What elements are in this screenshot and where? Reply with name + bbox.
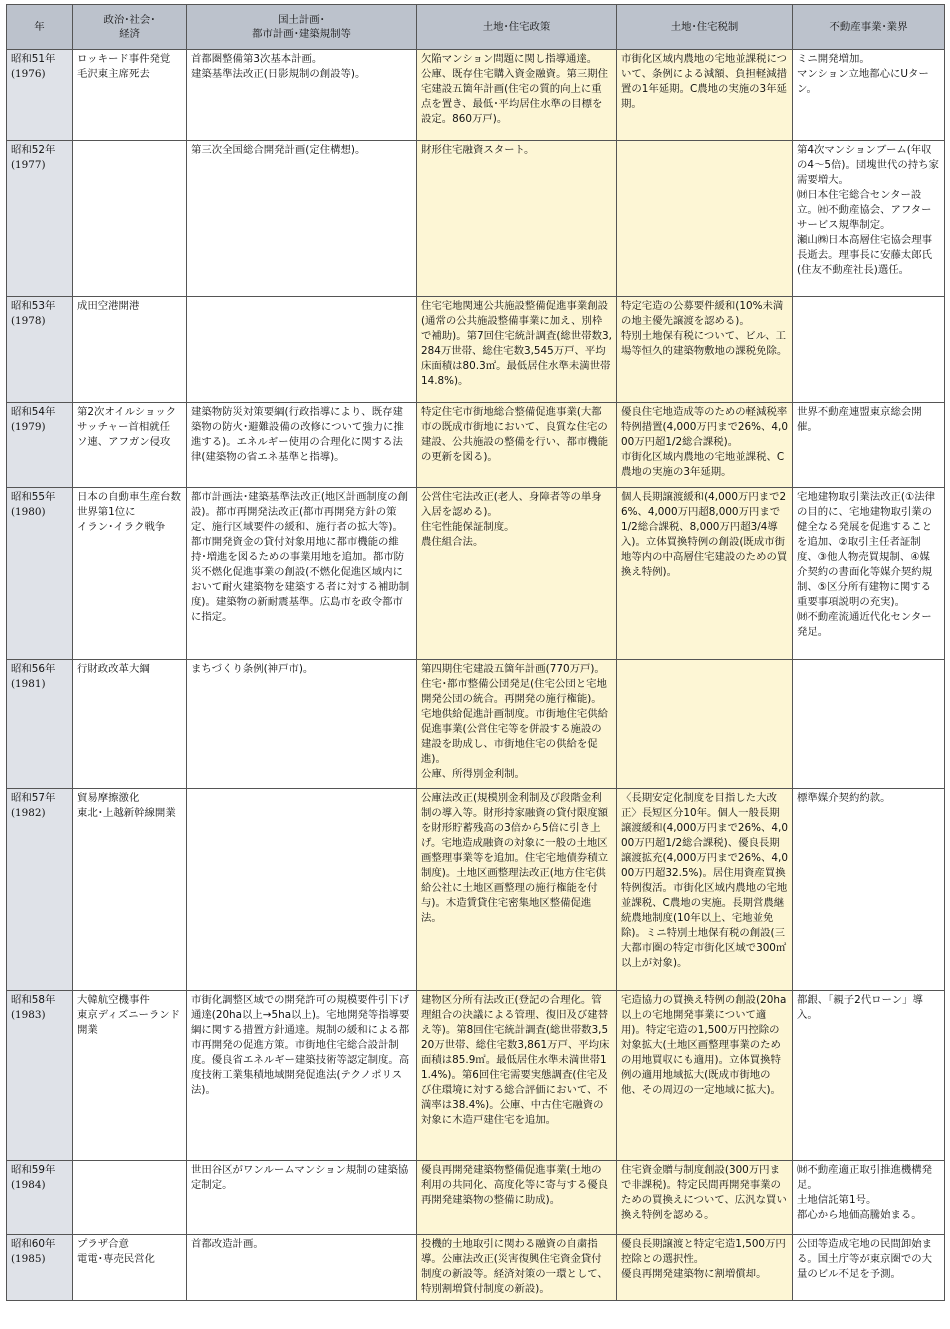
tax-cell: 宅造協力の買換え特例の創設(20ha以上の宅地開発事業について適用)。特定宅造の1,500万円控除の対象拡大(土地区画整理事業のための用地買収にも適用)。立体買換特例の適用地域拡大(既成市街地の他、その周辺の一定地域に拡大)。 <box>617 991 793 1161</box>
year-era: 昭和57年 <box>11 792 56 804</box>
planning-cell: 首都圏整備第3次基本計画。 建築基準法改正(日影規制の創設等)。 <box>187 50 417 141</box>
year-ad: (1977) <box>11 159 46 171</box>
year-ad: (1984) <box>11 1179 46 1191</box>
table-row <box>7 403 945 488</box>
industry-cell: 第4次マンションブーム(年収の4～5倍)。団塊世代の持ち家需要増大。 ㈶日本住宅総合センター設立。㈳不動産協会、アフターサービス規準制定。 瀬山㈱日本高層住宅協会理事長逝去。理事長に安藤太郎氏(住友不動産社長)選任。 <box>793 141 945 297</box>
planning-cell: 世田谷区がワンルームマンション規制の建築協定制定。 <box>187 1161 417 1235</box>
table-header <box>7 5 945 50</box>
tax-cell: 個人長期譲渡緩和(4,000万円まで26%、4,000万円超8,000万円まで1/2総合課税、8,000万円超3/4導入)。立体買換特例の創設(既成市街地等内の中高層住宅建設のための買換え特例)。 <box>617 488 793 660</box>
land-housing-cell: 建物区分所有法改正(登記の合理化。管理組合の決議による管理、復旧及び建替え等)。第8回住宅統計調査(総世帯数3,520万世帯、総住宅数3,861万戸、平均床面積は85.9㎡。最低居住水準未満世帯11.4%)。第6回住宅需要実態調査(住宅及び住環境に対する総合評価において、不満率は38.4%)。公庫、中古住宅融資の対象に木造戸建住宅を追加。 <box>417 991 617 1161</box>
year-cell <box>7 488 73 660</box>
tax-cell: 住宅資金贈与制度創設(300万円まで非課税)。特定民間再開発事業のための買換えについて、広汎な買い換え特例を認める。 <box>617 1161 793 1235</box>
politics-cell <box>73 141 187 297</box>
table-row <box>7 50 945 141</box>
year-era: 昭和60年 <box>11 1238 56 1250</box>
year-era: 昭和59年 <box>11 1164 56 1176</box>
year-ad: (1976) <box>11 68 46 80</box>
year-ad: (1978) <box>11 315 46 327</box>
industry-cell: ㈶不動産適正取引推進機構発足。 土地信託第1号。 都心から地価高騰始まる。 <box>793 1161 945 1235</box>
planning-cell: 建築物防災対策要綱(行政指導により、既存建築物の防火･避難設備の改修について強力に推進する)。エネルギー使用の合理化に関する法律(建築物の省エネ基準と指導)。 <box>187 403 417 488</box>
year-era: 昭和51年 <box>11 53 56 65</box>
tax-cell: 市街化区域内農地の宅地並課税について、条例による減額、負担軽減措置の1年延期。C農地の実施の3年延期。 <box>617 50 793 141</box>
chronology-table-container <box>6 4 944 1301</box>
industry-cell: ミニ開発増加。 マンション立地都心にUターン。 <box>793 50 945 141</box>
table-row <box>7 141 945 297</box>
year-era: 昭和53年 <box>11 300 56 312</box>
industry-cell: 世界不動産連盟東京総会開催。 <box>793 403 945 488</box>
year-cell <box>7 403 73 488</box>
year-ad: (1982) <box>11 807 46 819</box>
land-housing-cell: 財形住宅融資スタート。 <box>417 141 617 297</box>
header-tax: 土地･住宅税制 <box>617 5 793 50</box>
table-body <box>7 50 945 1301</box>
year-era: 昭和52年 <box>11 144 56 156</box>
year-cell <box>7 1235 73 1301</box>
tax-cell: 特定宅造の公募要件緩和(10%未満の地主優先譲渡を認める)。 特別土地保有税について、ビル、工場等恒久的建築物敷地の課税免除。 <box>617 297 793 403</box>
politics-cell: 貿易摩擦激化 東北･上越新幹線開業 <box>73 789 187 991</box>
industry-cell: 宅地建物取引業法改正(①法律の目的に、宅地建物取引業の健全なる発展を促進することを追加、②取引主任者証制度、③他人物売買規制、④媒介契約の書面化等媒介契約規制、⑤区分所有建物に関する重要事項説明の充実)。 ㈶不動産流通近代化センター発足。 <box>793 488 945 660</box>
industry-cell: 都銀、「親子2代ローン」導入。 <box>793 991 945 1161</box>
industry-cell: 標準媒介契約約款。 <box>793 789 945 991</box>
year-era: 昭和54年 <box>11 406 56 418</box>
land-housing-cell: 公営住宅法改正(老人、身障者等の単身入居を認める)。 住宅性能保証制度。 農住組合法。 <box>417 488 617 660</box>
year-era: 昭和58年 <box>11 994 56 1006</box>
politics-cell: 成田空港開港 <box>73 297 187 403</box>
land-housing-cell: 住宅宅地関連公共施設整備促進事業創設(通常の公共施設整備事業に加え、別枠で補助)。第7回住宅統計調査(総世帯数3,284万世帯、総住宅数3,545万戸、平均床面積は80.3㎡。最低居住水準未満世帯14.8%)。 <box>417 297 617 403</box>
table-row <box>7 789 945 991</box>
chronology-table <box>6 4 945 1301</box>
politics-cell: ロッキード事件発覚 毛沢東主席死去 <box>73 50 187 141</box>
land-housing-cell: 第四期住宅建設五箇年計画(770万戸)。住宅･都市整備公団発足(住宅公団と宅地開発公団の統合。再開発の施行権能)。宅地供給促進計画制度。市街地住宅供給促進事業(公営住宅等を併設する施設の建設を助成し、市街地住宅の供給を促進)。 公庫、所得別金利制。 <box>417 660 617 789</box>
year-era: 昭和55年 <box>11 491 56 503</box>
year-cell <box>7 50 73 141</box>
year-ad: (1980) <box>11 506 46 518</box>
politics-cell: 日本の自動車生産台数世界第1位に イラン･イラク戦争 <box>73 488 187 660</box>
year-cell <box>7 1161 73 1235</box>
politics-cell: 大韓航空機事件 東京ディズニーランド開業 <box>73 991 187 1161</box>
land-housing-cell: 投機的土地取引に関わる融資の自粛指導。公庫法改正(災害復興住宅資金貸付制度の新設等。経済対策の一環として、特別割増貸付制度の新設)。 <box>417 1235 617 1301</box>
table-row <box>7 991 945 1161</box>
year-ad: (1985) <box>11 1253 46 1265</box>
industry-cell: 公団等造成宅地の民間卸始まる。国土庁等が東京圏での大量のビル不足を予測。 <box>793 1235 945 1301</box>
tax-cell: 優良長期譲渡と特定宅造1,500万円控除との選択性。 優良再開発建築物に割増償却。 <box>617 1235 793 1301</box>
industry-cell <box>793 660 945 789</box>
year-ad: (1983) <box>11 1009 46 1021</box>
year-cell <box>7 789 73 991</box>
land-housing-cell: 特定住宅市街地総合整備促進事業(大都市の既成市街地において、良質な住宅の建設、公共施設の整備を行い、都市機能の更新を図る)。 <box>417 403 617 488</box>
land-housing-cell: 優良再開発建築物整備促進事業(土地の利用の共同化、高度化等に寄与する優良再開発建築物の整備に助成)。 <box>417 1161 617 1235</box>
planning-cell: 第三次全国総合開発計画(定住構想)。 <box>187 141 417 297</box>
politics-cell: プラザ合意 電電･専売民営化 <box>73 1235 187 1301</box>
year-cell <box>7 991 73 1161</box>
tax-cell: 優良住宅地造成等のための軽減税率特例措置(4,000万円まで26%、4,000万円超1/2総合課税)。 市街化区域内農地の宅地並課税、C農地の実施の3年延期。 <box>617 403 793 488</box>
header-planning: 国土計画･ 都市計画･建築規制等 <box>187 5 417 50</box>
year-ad: (1979) <box>11 421 46 433</box>
table-row <box>7 660 945 789</box>
header-politics: 政治･社会･ 経済 <box>73 5 187 50</box>
planning-cell: 都市計画法･建築基準法改正(地区計画制度の創設)。都市再開発法改正(都市再開発方針の策定、施行区域要件の緩和、施行者の拡大等)。都市開発資金の貸付対象用地に都市機能の維持･増進を図るための事業用地を追加。都市防災不燃化促進事業の創設(不燃化促進区域内において耐火建築物を建築する者に対する補助制度)。建築物の新耐震基準。広島市を政令都市に指定。 <box>187 488 417 660</box>
tax-cell <box>617 141 793 297</box>
header-year: 年 <box>7 5 73 50</box>
header-land-housing: 土地･住宅政策 <box>417 5 617 50</box>
planning-cell: まちづくり条例(神戸市)。 <box>187 660 417 789</box>
table-row <box>7 1235 945 1301</box>
politics-cell: 第2次オイルショック サッチャー首相就任 ソ連、アフガン侵攻 <box>73 403 187 488</box>
year-cell <box>7 141 73 297</box>
politics-cell: 行財政改革大綱 <box>73 660 187 789</box>
year-era: 昭和56年 <box>11 663 56 675</box>
planning-cell: 市街化調整区域での開発許可の規模要件引下げ通達(20ha以上→5ha以上)。宅地開発等指導要綱に関する措置方針通達。規制の緩和による都市再開発の促進方策。市街地住宅総合設計制度。優良省エネルギー建築技術等認定制度。高度技術工業集積地域開発促進法(テクノポリス法)。 <box>187 991 417 1161</box>
land-housing-cell: 欠陥マンション問題に関し指導通達。 公庫、既存住宅購入資金融資。第三期住宅建設五箇年計画(住宅の質的向上に重点を置き、最低･平均居住水準の目標を設定。860万戸)。 <box>417 50 617 141</box>
planning-cell <box>187 789 417 991</box>
table-row <box>7 488 945 660</box>
planning-cell <box>187 297 417 403</box>
table-row <box>7 1161 945 1235</box>
table-row <box>7 297 945 403</box>
tax-cell: 〈長期安定化制度を目指した大改正〉長短区分10年。個人一般長期譲渡緩和(4,000万円まで26%、4,000万円超1/2総合課税)、優良長期譲渡拡充(4,000万円まで26%、4,000万円超32.5%)。居住用資産買換特例復活。市街化区域内農地の宅地並課税、C農地の実施。長期営農継続農地制度(10年以上、宅地並免除)。ミニ特別土地保有税の創設(三大都市圏の特定市街化区域で300㎡以上が対象)。 <box>617 789 793 991</box>
industry-cell <box>793 297 945 403</box>
year-cell <box>7 660 73 789</box>
planning-cell: 首都改造計画。 <box>187 1235 417 1301</box>
politics-cell <box>73 1161 187 1235</box>
land-housing-cell: 公庫法改正(規模別金利制及び段階金利制の導入等。財形持家融資の貸付限度額を財形貯蓄残高の3倍から5倍に引き上げ。宅地造成融資の対象に一般の土地区画整理事業等を追加。住宅宅地債券積立制度)。土地区画整理法改正(地方住宅供給公社に土地区画整理の施行権能を付与)。木造賃貸住宅密集地区整備促進法。 <box>417 789 617 991</box>
header-industry: 不動産事業･業界 <box>793 5 945 50</box>
header-row <box>7 5 945 50</box>
year-ad: (1981) <box>11 678 46 690</box>
tax-cell <box>617 660 793 789</box>
year-cell <box>7 297 73 403</box>
